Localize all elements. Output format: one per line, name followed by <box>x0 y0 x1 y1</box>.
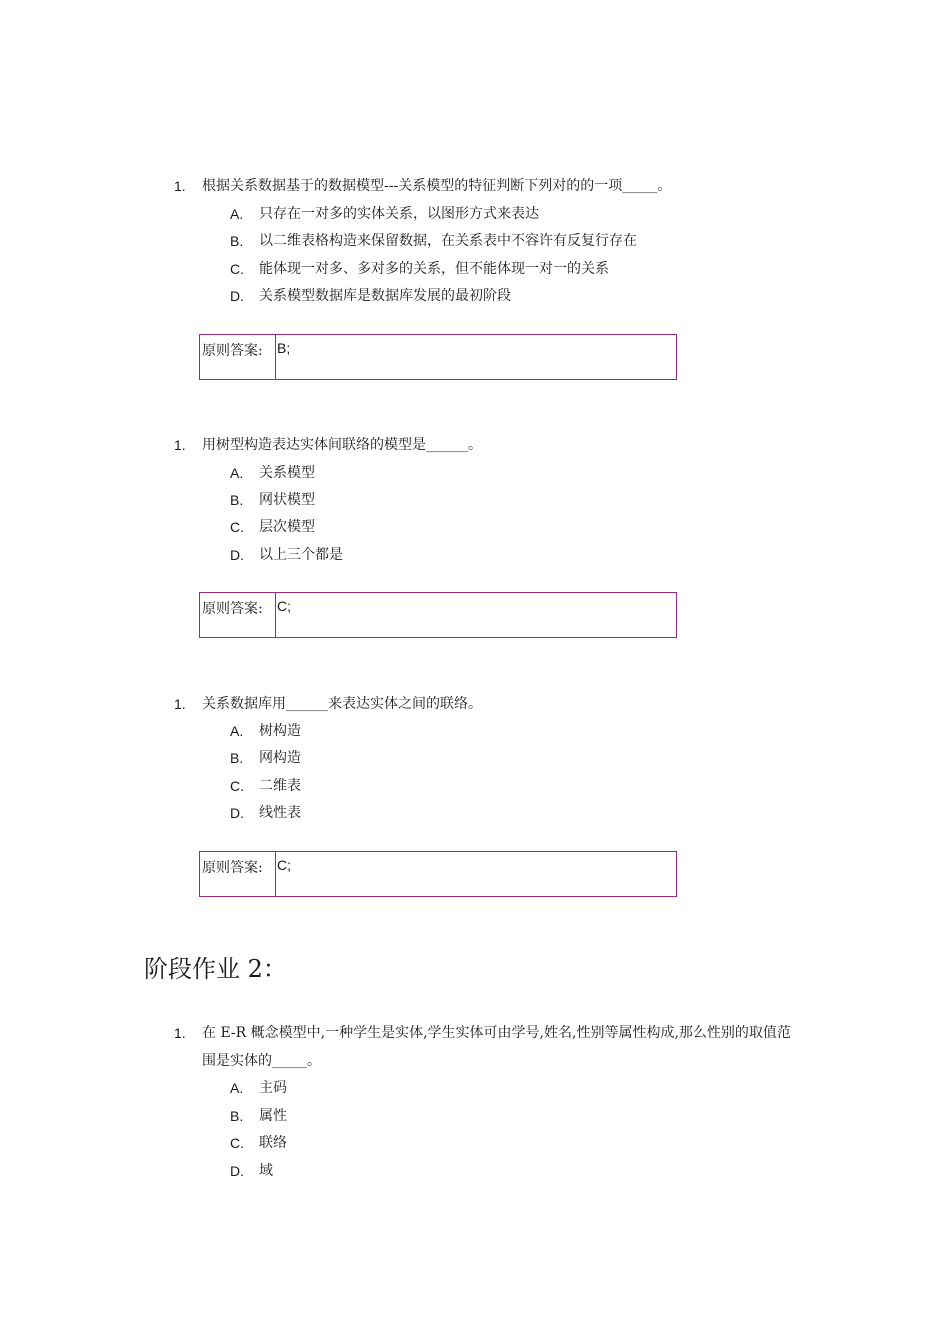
option-text: 树构造 <box>259 723 301 739</box>
option-text: 关系模型数据库是数据库发展的最初阶段 <box>259 288 511 304</box>
option-letter: C. <box>230 778 244 794</box>
answer-value: B; <box>277 340 291 356</box>
option-text: 线性表 <box>259 805 301 821</box>
option-text: 联络 <box>259 1135 287 1151</box>
answer-label: 原则答案: <box>200 593 276 637</box>
option-letter: A. <box>230 465 244 481</box>
option-text: 以上三个都是 <box>259 547 343 563</box>
option-letter: A. <box>230 206 244 222</box>
option-letter: A. <box>230 723 244 739</box>
question-text-line1: 在 E-R 概念模型中,一种学生是实体,学生实体可由学号,姓名,性别等属性构成,那么性别的取值范 <box>202 1025 791 1041</box>
question-text-line2: 围是实体的_____。 <box>202 1053 321 1069</box>
option-letter: D. <box>230 805 244 821</box>
question-number: 1. <box>174 696 186 712</box>
question-number: 1. <box>174 178 186 194</box>
option-text: 属性 <box>259 1108 287 1124</box>
option-text: 关系模型 <box>259 465 315 481</box>
option-letter: B. <box>230 492 244 508</box>
answer-value: C; <box>277 598 291 614</box>
answer-label: 原则答案: <box>200 852 276 896</box>
option-text: 网状模型 <box>259 492 315 508</box>
option-letter: D. <box>230 1163 244 1179</box>
option-text: 二维表 <box>259 778 301 794</box>
option-text: 网构造 <box>259 750 301 766</box>
answer-box <box>199 592 677 638</box>
question-number: 1. <box>174 437 186 453</box>
option-letter: D. <box>230 547 244 563</box>
question-text: 根据关系数据基于的数据模型---关系模型的特征判断下列对的的一项_____。 <box>202 178 672 194</box>
question-text: 关系数据库用______来表达实体之间的联络。 <box>202 696 482 712</box>
section-title: 阶段作业 2： <box>144 955 287 983</box>
option-text: 域 <box>259 1163 273 1179</box>
option-text: 以二维表格构造来保留数据，在关系表中不容许有反复行存在 <box>259 233 637 249</box>
option-letter: B. <box>230 233 244 249</box>
option-letter: B. <box>230 750 244 766</box>
question-text: 用树型构造表达实体间联络的模型是______。 <box>202 437 482 453</box>
option-letter: A. <box>230 1080 244 1096</box>
option-letter: B. <box>230 1108 244 1124</box>
option-text: 主码 <box>259 1080 287 1096</box>
option-letter: D. <box>230 288 244 304</box>
option-letter: C. <box>230 261 244 277</box>
answer-box <box>199 334 677 380</box>
option-letter: C. <box>230 519 244 535</box>
option-letter: C. <box>230 1135 244 1151</box>
answer-value: C; <box>277 857 291 873</box>
option-text: 能体现一对多、多对多的关系，但不能体现一对一的关系 <box>259 261 609 277</box>
option-text: 只存在一对多的实体关系，以图形方式来表达 <box>259 206 539 222</box>
answer-label: 原则答案: <box>200 335 276 379</box>
question-number: 1. <box>174 1025 186 1041</box>
option-text: 层次模型 <box>259 519 315 535</box>
answer-box <box>199 851 677 897</box>
